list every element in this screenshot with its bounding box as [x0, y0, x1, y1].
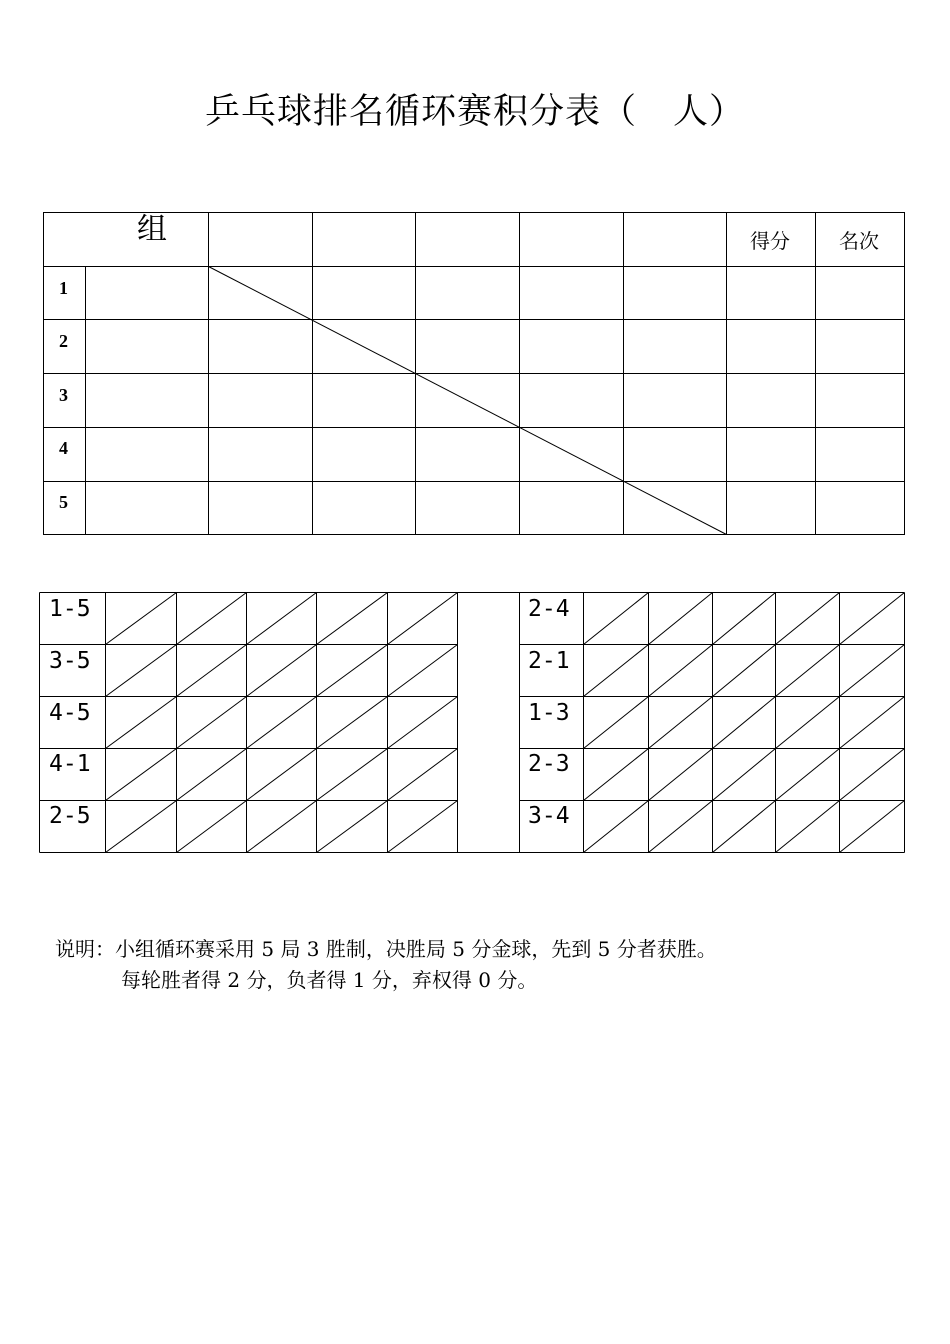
match-cell-diagonal	[776, 749, 840, 801]
match-cell-diagonal	[177, 697, 247, 749]
match-cell-diagonal	[713, 645, 776, 697]
match-cell-diagonal	[713, 697, 776, 749]
header-score: 得分	[750, 229, 790, 253]
match-label-left: 2-5	[49, 803, 91, 829]
match-cell-diagonal	[317, 801, 388, 853]
row-number: 3	[59, 385, 68, 405]
match-cell-diagonal	[649, 593, 713, 645]
match-cell-diagonal	[247, 593, 317, 645]
row-number: 4	[59, 438, 68, 458]
match-cell-diagonal	[649, 801, 713, 853]
group-label: 组	[137, 212, 167, 247]
match-cell-diagonal	[776, 593, 840, 645]
match-cell-diagonal	[388, 645, 458, 697]
match-cell-diagonal	[713, 593, 776, 645]
match-cell-diagonal	[776, 697, 840, 749]
match-cell-diagonal	[317, 593, 388, 645]
match-cell-diagonal	[106, 697, 177, 749]
match-cell-diagonal	[713, 749, 776, 801]
match-cell-diagonal	[840, 801, 905, 853]
match-cell-diagonal	[388, 801, 458, 853]
match-cell-diagonal	[388, 697, 458, 749]
row-number: 5	[59, 492, 68, 512]
match-cell-diagonal	[177, 645, 247, 697]
match-label-right: 3-4	[528, 803, 570, 829]
match-cell-diagonal	[177, 749, 247, 801]
match-cell-diagonal	[106, 749, 177, 801]
match-cell-diagonal	[106, 593, 177, 645]
match-label-right: 2-3	[528, 751, 570, 777]
match-cell-diagonal	[840, 749, 905, 801]
match-cell-diagonal	[247, 749, 317, 801]
match-cell-diagonal	[177, 593, 247, 645]
match-cell-diagonal	[317, 749, 388, 801]
row-number: 2	[59, 331, 68, 351]
match-cell-diagonal	[840, 697, 905, 749]
match-cell-diagonal	[649, 645, 713, 697]
match-label-right: 2-1	[528, 648, 570, 674]
match-cell-diagonal	[584, 697, 649, 749]
match-cell-diagonal	[649, 749, 713, 801]
match-cell-diagonal	[840, 593, 905, 645]
match-label-left: 4-5	[49, 700, 91, 726]
match-label-right: 2-4	[528, 596, 570, 622]
match-cell-diagonal	[317, 645, 388, 697]
match-cell-diagonal	[584, 645, 649, 697]
note-line-2: 每轮胜者得 2 分，负者得 1 分，弃权得 0 分。	[121, 968, 538, 992]
match-cell-diagonal	[713, 801, 776, 853]
match-cell-diagonal	[247, 801, 317, 853]
match-label-right: 1-3	[528, 700, 570, 726]
match-cell-diagonal	[388, 593, 458, 645]
match-cell-diagonal	[776, 645, 840, 697]
note-line-1: 说明：小组循环赛采用 5 局 3 胜制，决胜局 5 分金球，先到 5 分者获胜。	[55, 937, 717, 961]
match-cell-diagonal	[247, 697, 317, 749]
match-cell-diagonal	[584, 801, 649, 853]
match-cell-diagonal	[776, 801, 840, 853]
match-label-left: 3-5	[49, 648, 91, 674]
match-cell-diagonal	[584, 593, 649, 645]
match-cell-diagonal	[106, 645, 177, 697]
row-number: 1	[59, 278, 68, 298]
match-cell-diagonal	[388, 749, 458, 801]
match-cell-diagonal	[177, 801, 247, 853]
page-title: 乒乓球排名循环赛积分表（ 人）	[204, 92, 745, 132]
match-cell-diagonal	[649, 697, 713, 749]
match-label-left: 1-5	[49, 596, 91, 622]
match-cell-diagonal	[840, 645, 905, 697]
match-label-left: 4-1	[49, 751, 91, 777]
header-rank: 名次	[839, 229, 879, 253]
match-cell-diagonal	[247, 645, 317, 697]
match-cell-diagonal	[106, 801, 177, 853]
match-cell-diagonal	[317, 697, 388, 749]
match-cell-diagonal	[584, 749, 649, 801]
